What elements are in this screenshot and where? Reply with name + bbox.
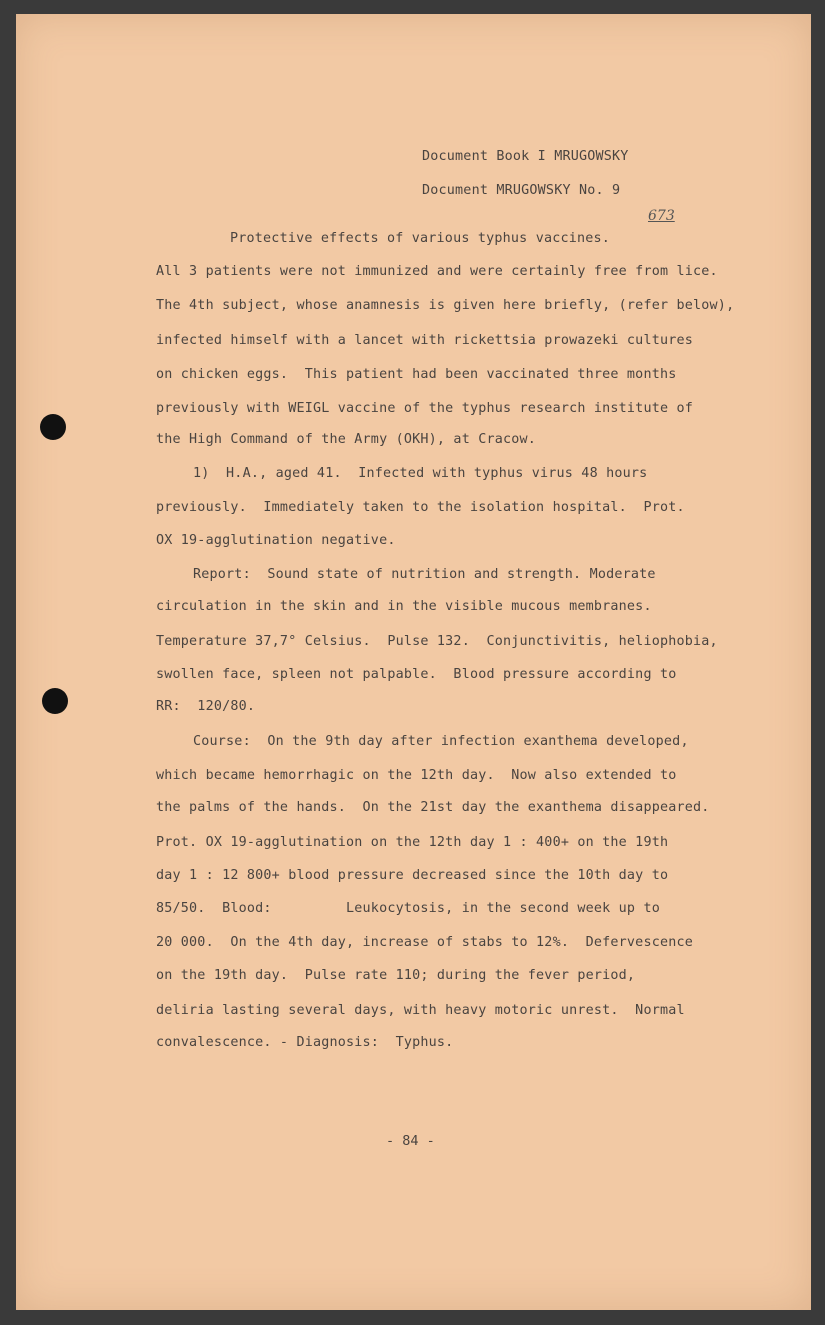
body-line: the High Command of the Army (OKH), at Cracow. — [156, 432, 537, 447]
body-line: on the 19th day. Pulse rate 110; during the fever period, — [156, 968, 636, 983]
punch-hole — [40, 414, 66, 440]
body-line: All 3 patients were not immunized and were certainly free from lice. — [156, 264, 718, 279]
body-line: Prot. OX 19-agglutination on the 12th day 1 : 400+ on the 19th — [156, 835, 669, 850]
body-line: on chicken eggs. This patient had been vaccinated three months — [156, 367, 677, 382]
body-line: Course: On the 9th day after infection exanthema developed, — [193, 734, 689, 749]
body-line: 85/50. Blood: Leukocytosis, in the second week up to — [156, 901, 660, 916]
body-line: Report: Sound state of nutrition and strength. Moderate — [193, 567, 656, 582]
handwritten-page-number: 673 — [648, 208, 675, 224]
body-line: previously. Immediately taken to the isolation hospital. Prot. — [156, 500, 685, 515]
body-line: deliria lasting several days, with heavy motoric unrest. Normal — [156, 1003, 685, 1018]
body-line: circulation in the skin and in the visible mucous membranes. — [156, 599, 652, 614]
body-line: swollen face, spleen not palpable. Blood pressure according to — [156, 667, 677, 682]
document-book-header: Document Book I MRUGOWSKY — [422, 149, 629, 164]
punch-hole — [42, 688, 68, 714]
body-line: RR: 120/80. — [156, 699, 256, 714]
body-line: 1) H.A., aged 41. Infected with typhus virus 48 hours — [193, 466, 648, 481]
body-line: OX 19-agglutination negative. — [156, 533, 396, 548]
document-title: Protective effects of various typhus vaccines. — [230, 231, 611, 246]
body-line: 20 000. On the 4th day, increase of stabs to 12%. Defervescence — [156, 935, 694, 950]
body-line: previously with WEIGL vaccine of the typhus research institute of — [156, 401, 694, 416]
body-line: the palms of the hands. On the 21st day the exanthema disappeared. — [156, 800, 710, 815]
body-line: infected himself with a lancet with rickettsia prowazeki cultures — [156, 333, 694, 348]
body-line: day 1 : 12 800+ blood pressure decreased since the 10th day to — [156, 868, 669, 883]
document-page — [16, 14, 811, 1310]
body-line: The 4th subject, whose anamnesis is given here briefly, (refer below), — [156, 298, 735, 313]
document-number-header: Document MRUGOWSKY No. 9 — [422, 183, 621, 198]
body-line: which became hemorrhagic on the 12th day. Now also extended to — [156, 768, 677, 783]
body-line: convalescence. - Diagnosis: Typhus. — [156, 1035, 454, 1050]
page-number: - 84 - — [386, 1133, 435, 1149]
body-line: Temperature 37,7° Celsius. Pulse 132. Conjunctivitis, heliophobia, — [156, 634, 718, 649]
